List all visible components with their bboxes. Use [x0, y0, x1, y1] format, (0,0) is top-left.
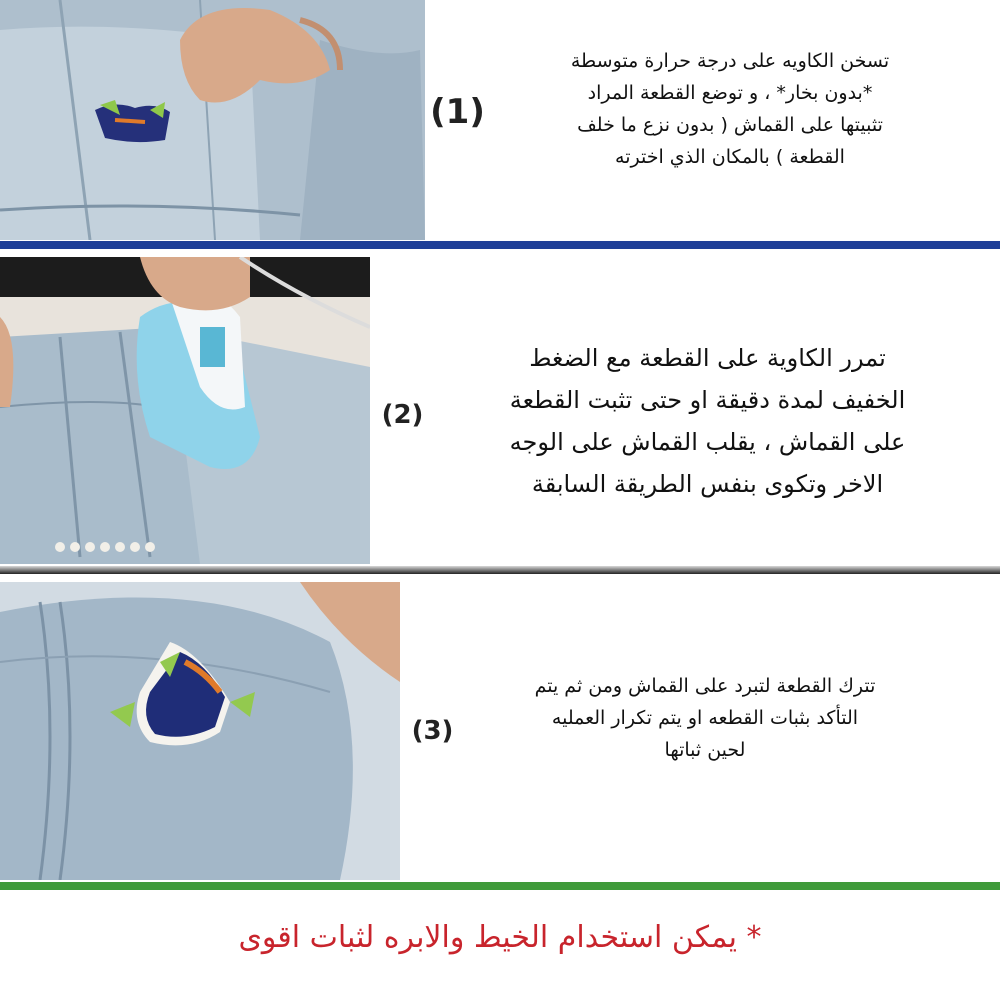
step-2-line: تمرر الكاوية على القطعة مع الضغط	[529, 344, 886, 372]
divider-blue	[0, 241, 1000, 249]
step-2-text	[455, 337, 960, 505]
thread-needle-note: * يمكن استخدام الخيط والابره لثبات اقوى	[238, 920, 762, 955]
step-1-text	[505, 45, 955, 173]
step-1-number: (1)	[430, 92, 485, 132]
step-2-line: الاخر وتكوى بنفس الطريقة السابقة	[531, 470, 884, 498]
step-3-line: تترك القطعة لتبرد على القماش ومن ثم يتم	[534, 675, 876, 697]
step-2-line: على القماش ، يقلب القماش على الوجه	[509, 428, 906, 456]
step-1-line: القطعة ) بالمكان الذي اخترته	[615, 146, 845, 168]
step-1-line: *بدون بخار* ، و توضع القطعة المراد	[587, 82, 873, 104]
step-1-line: تثبيتها على القماش ( بدون نزع ما خلف	[577, 114, 883, 136]
divider-green	[0, 882, 1000, 890]
step-1-photo	[0, 0, 425, 240]
step-1-line: تسخن الكاويه على درجة حرارة متوسطة	[570, 50, 890, 72]
step-2-number: (2)	[381, 400, 424, 430]
step-2-photo	[0, 257, 370, 564]
step-3-number: (3)	[411, 716, 454, 746]
step-3-text	[480, 670, 930, 766]
step-3-photo	[0, 582, 400, 880]
divider-dark	[0, 566, 1000, 574]
step-3-line: التأكد بثبات القطعه او يتم تكرار العمليه	[551, 707, 859, 729]
step-3-line: لحين ثباتها	[664, 739, 746, 761]
step-2-line: الخفيف لمدة دقيقة او حتى تثبت القطعة	[509, 386, 906, 414]
